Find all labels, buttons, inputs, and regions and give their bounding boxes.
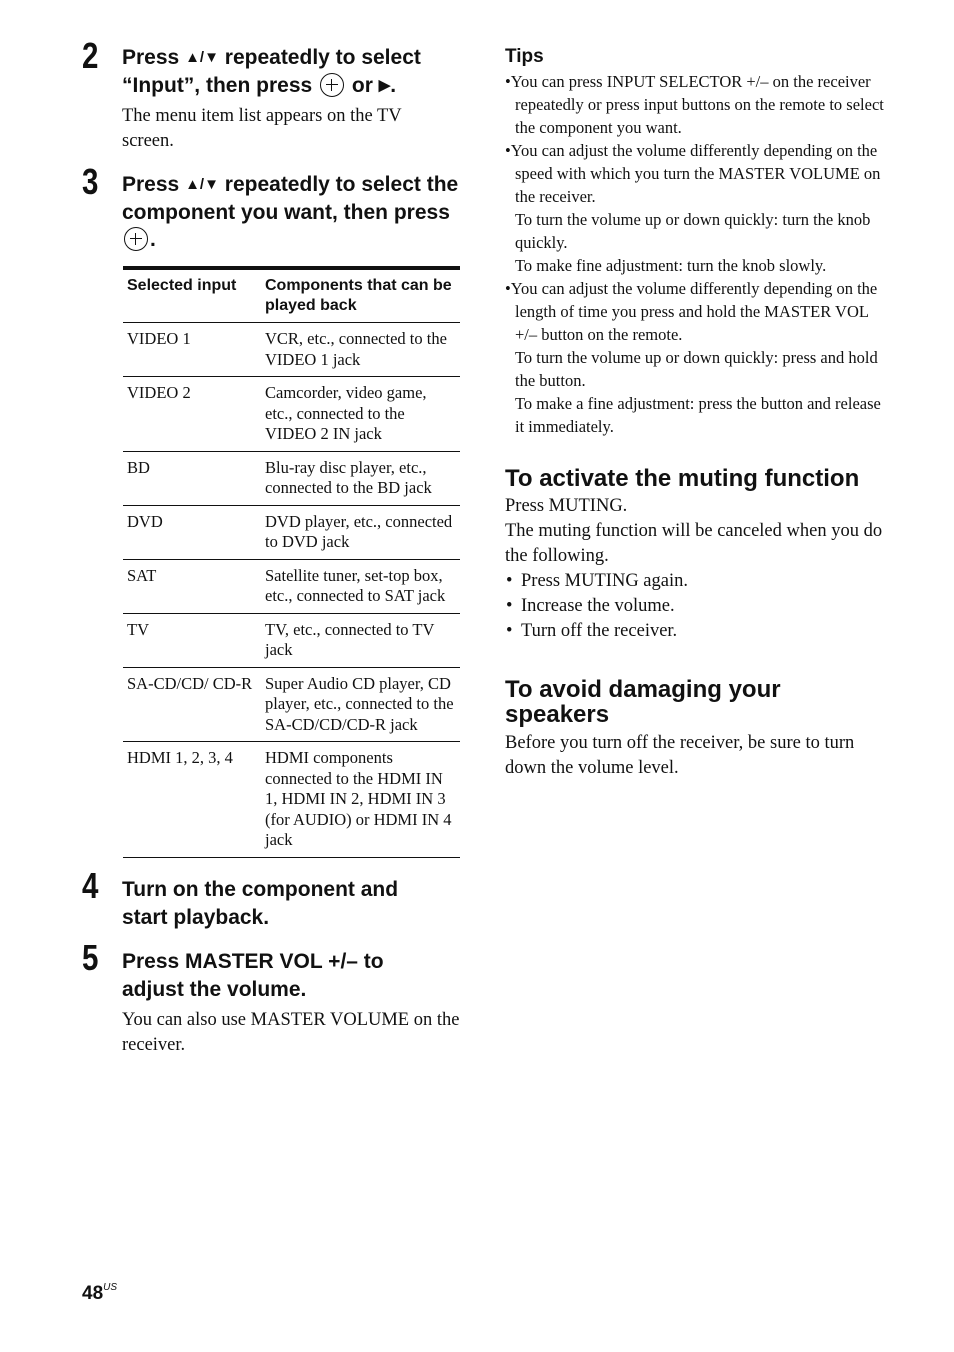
table-row	[123, 505, 460, 559]
step-number: 2	[82, 35, 99, 76]
list-item: • Increase the volume.	[505, 594, 885, 619]
paragraph: The muting function will be canceled when you do the following.	[505, 521, 883, 566]
step-heading: Press ▲/▼ repeatedly to select “Input”, then press or ▶.	[122, 46, 421, 97]
page-number-value: 48	[82, 1283, 104, 1304]
table-cell: TV	[127, 619, 149, 639]
table-cell: Super Audio CD player, CD player, etc., connected to the SA-CD/CD/CD-R jack	[265, 673, 454, 734]
tip-text: You can adjust the volume differently depending on the speed with which you turn the MASTER VOLUME on the receiver.	[510, 141, 881, 206]
enter-button-icon	[124, 227, 148, 251]
table-row	[123, 742, 460, 858]
table-row	[123, 667, 460, 742]
table-row	[123, 613, 460, 667]
table-cell: HDMI 1, 2, 3, 4	[127, 748, 233, 767]
step-body: The menu item list appears on the TV screen.	[122, 106, 402, 151]
table-cell: Blu-ray disc player, etc., connected to the BD jack	[265, 457, 432, 497]
step-heading-text: repeatedly to select the component you want, then press	[122, 173, 459, 224]
table-cell: DVD player, etc., connected to DVD jack	[265, 511, 453, 551]
table-cell: Satellite tuner, set-top box, etc., connected to SAT jack	[265, 565, 446, 605]
step-heading: Turn on the component and start playback.	[122, 878, 399, 929]
table-cell: VIDEO 1	[127, 329, 191, 348]
table-cell: TV, etc., connected to TV jack	[265, 619, 435, 659]
step-heading: Press MASTER VOL +/– to adjust the volume.	[122, 950, 384, 1001]
table-row	[123, 323, 460, 377]
table-cell: BD	[127, 457, 150, 477]
enter-button-icon	[320, 73, 344, 97]
up-down-arrow-icon: ▲/▼	[185, 176, 219, 193]
section-body: Before you turn off the receiver, be sure to turn down the volume level.	[505, 733, 855, 778]
tip-text: You can press INPUT SELECTOR +/– on the receiver repeatedly or press input buttons on the remote to select the component you want.	[510, 72, 884, 137]
section-title: To avoid damaging your speakers	[505, 676, 781, 728]
table-cell: VIDEO 2	[127, 383, 191, 402]
step-number: 5	[82, 937, 99, 978]
up-down-arrow-icon: ▲/▼	[185, 49, 219, 66]
table-cell: DVD	[127, 511, 163, 531]
table-header: Components that can be played back	[265, 277, 452, 314]
list-item: • Press MUTING again.	[505, 569, 885, 594]
list-item: • Turn off the receiver.	[505, 619, 885, 644]
input-table	[123, 266, 460, 858]
step-heading-text: Press	[122, 46, 180, 69]
section-body	[505, 494, 885, 644]
right-arrow-icon: ▶	[378, 76, 391, 94]
tip-text: To make fine adjustment: turn the knob slowly.	[515, 256, 827, 275]
tips-title: Tips	[505, 46, 544, 67]
tip-text: To turn the volume up or down quickly: turn the knob quickly.	[515, 210, 871, 252]
table-row	[123, 377, 460, 452]
table-header: Selected input	[127, 277, 237, 294]
step-heading-text: repeatedly to select “Input”, then press	[122, 46, 421, 97]
tip-text: To turn the volume up or down quickly: press and hold the button.	[515, 348, 878, 390]
step-number: 3	[82, 161, 99, 202]
table-row	[123, 451, 460, 505]
step-body: You can also use MASTER VOLUME on the receiver.	[122, 1010, 460, 1055]
page-region: US	[103, 1282, 118, 1293]
step-heading	[122, 171, 462, 254]
step-heading-text: or	[351, 73, 373, 97]
paragraph: Press MUTING.	[505, 496, 628, 516]
page-number	[82, 1282, 117, 1305]
tips-list	[505, 70, 885, 438]
table-cell: SA-CD/CD/ CD-R	[127, 673, 253, 693]
tip-item: •You can adjust the volume differently depending on the length of time you press and hold the MASTER VOL +/– button on the remote. To turn the volume up or down quickly: press and hold the button. To make a fine adjustment: press the button and release it immediately.	[505, 277, 885, 438]
table-cell: HDMI components connected to the HDMI IN 1, HDMI IN 2, HDMI IN 3 (for AUDIO) or HDMI IN 4 jack	[265, 748, 452, 849]
tip-item: •You can press INPUT SELECTOR +/– on the receiver repeatedly or press input buttons on the remote to select the component you want.	[505, 72, 884, 137]
table-cell: VCR, etc., connected to the VIDEO 1 jack	[265, 329, 447, 369]
step-number: 4	[82, 865, 99, 906]
table-header-row	[123, 268, 460, 323]
table-row	[123, 559, 460, 613]
tip-text: You can adjust the volume differently depending on the length of time you press and hold the MASTER VOL +/– button on the remote.	[510, 279, 878, 344]
tip-text: To make a fine adjustment: press the button and release it immediately.	[515, 394, 881, 436]
table-cell: Camcorder, video game, etc., connected to the VIDEO 2 IN jack	[265, 383, 427, 443]
step-heading-text: Press	[122, 173, 180, 196]
section-title: To activate the muting function	[505, 465, 860, 492]
step-heading-text: .	[150, 228, 156, 251]
tip-item: •You can adjust the volume differently depending on the speed with which you turn the MASTER VOLUME on the receiver. To turn the volume up or down quickly: turn the knob quickly. To make fine adjustment: turn the knob slowly.	[505, 139, 885, 277]
table-cell: SAT	[127, 565, 157, 585]
